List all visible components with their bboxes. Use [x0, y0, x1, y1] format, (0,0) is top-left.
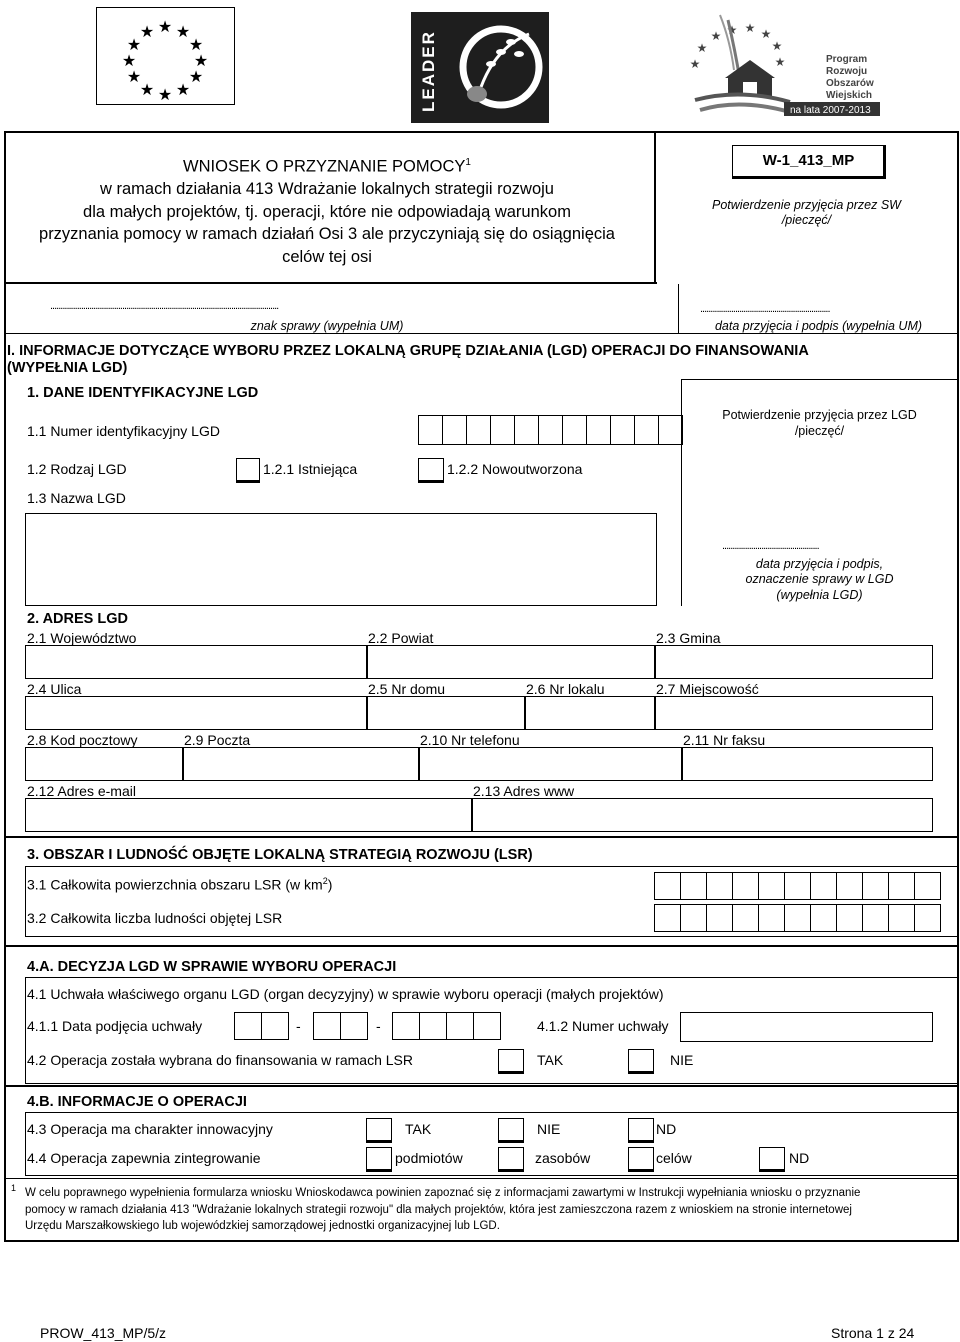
section4b-title: 4.B. INFORMACJE O OPERACJI — [27, 1094, 247, 1110]
lgd-name-input[interactable] — [25, 513, 657, 606]
selected-no-label: NIE — [670, 1052, 694, 1068]
selected-label: 4.2 Operacja została wybrana do finansowania w ramach LSR — [27, 1052, 413, 1068]
postcode-input[interactable] — [25, 747, 184, 781]
footnote-line-1: W celu poprawnego wypełnienia formularza wniosku Wnioskodawca powinien zapoznać się z informacjami zawartymi w Instrukcji wypełniania wniosku o przyznanie — [25, 1187, 861, 1199]
svg-text:★: ★ — [771, 39, 783, 53]
svg-text:★: ★ — [126, 35, 142, 54]
lgd-stamp-label: /pieczęć/ — [794, 424, 845, 438]
integration-entities-label: podmiotów — [395, 1150, 463, 1166]
title-line-5: celów tej osi — [282, 247, 372, 266]
street-input[interactable] — [25, 696, 368, 730]
lgd-date-line-3: (wypełnia LGD) — [776, 588, 863, 602]
lgd-new-label: 1.2.2 Nowoutworzona — [447, 461, 583, 477]
lgd-type-label: 1.2 Rodzaj LGD — [27, 461, 127, 477]
lgd-existing-checkbox[interactable] — [236, 458, 260, 483]
post-office-input[interactable] — [182, 747, 420, 781]
integration-resources-checkbox[interactable] — [498, 1147, 524, 1172]
svg-text:★: ★ — [188, 67, 204, 86]
county-label: 2.2 Powiat — [368, 630, 434, 646]
section4b-top-line — [4, 1085, 959, 1087]
integration-nd-checkbox[interactable] — [759, 1147, 785, 1172]
lgd-ident-heading: 1. DANE IDENTYFIKACYJNE LGD — [27, 385, 259, 401]
svg-text:★: ★ — [726, 23, 738, 37]
section4a-top-line — [4, 945, 959, 947]
svg-text:★: ★ — [175, 80, 191, 99]
date-sign-label: data przyjęcia i podpis (wypełnia UM) — [714, 319, 923, 333]
voivodeship-input[interactable] — [25, 645, 368, 679]
house-no-input[interactable] — [366, 696, 526, 730]
footer-form-id: PROW_413_MP/5/z — [40, 1325, 167, 1341]
lgd-new-checkbox[interactable] — [418, 458, 444, 483]
lgd-id-label: 1.1 Numer identyfikacyjny LGD — [27, 423, 220, 439]
address-heading: 2. ADRES LGD — [27, 611, 128, 627]
section1-title-line-2: (WYPEŁNIA LGD) — [7, 360, 128, 376]
locality-label: 2.7 Miejscowość — [656, 681, 759, 697]
commune-label: 2.3 Gmina — [656, 630, 721, 646]
integration-resources-label: zasobów — [535, 1150, 591, 1166]
svg-text:★: ★ — [744, 21, 756, 35]
footnote-line-3: Urzędu Marszałkowskiego lub wojewódzkiej samorządowej jednostki organizacyjnej lub LGD. — [25, 1220, 500, 1232]
prow-text-rozwoju: Rozwoju — [826, 66, 868, 77]
title-line-1: WNIOSEK O PRZYZNANIE POMOCY — [183, 157, 466, 176]
prow-text-wiejskich: Wiejskich — [826, 90, 873, 101]
case-row-bottom — [4, 333, 959, 334]
voivodeship-label: 2.1 Województwo — [27, 630, 137, 646]
commune-input[interactable] — [654, 645, 933, 679]
header-bottom-line — [4, 282, 657, 284]
eu-stars — [122, 17, 208, 104]
post-office-label: 2.9 Poczta — [184, 732, 251, 748]
footnote-line-2: pomocy w ramach działania 413 "Wdrażanie lokalnych strategii rozwoju" dla małych projektów, która jest zamieszczona razem z wnioskiem na stronie internetowej — [25, 1203, 852, 1216]
lgd-confirm-label: Potwierdzenie przyjęcia przez LGD — [722, 408, 917, 422]
lgd-name-label: 1.3 Nazwa LGD — [27, 490, 126, 506]
innovative-nd-label: ND — [656, 1121, 677, 1137]
area-input[interactable] — [654, 872, 941, 900]
title-line-3: dla małych projektów, tj. operacji, które nie odpowiadają warunkom — [83, 202, 571, 221]
frame-bottom — [4, 1240, 959, 1242]
svg-text:★: ★ — [710, 29, 722, 43]
resolution-number-label: 4.1.2 Numer uchwały — [537, 1018, 669, 1034]
selected-yes-label: TAK — [537, 1052, 564, 1068]
www-input[interactable] — [471, 798, 933, 832]
svg-text:★: ★ — [760, 27, 772, 41]
fax-label: 2.11 Nr faksu — [683, 732, 766, 748]
innovative-yes-label: TAK — [405, 1121, 432, 1137]
email-label: 2.12 Adres e-mail — [27, 783, 136, 799]
phone-input[interactable] — [418, 747, 683, 781]
frame-left — [4, 131, 6, 1241]
svg-text:★: ★ — [193, 51, 209, 70]
innovative-no-checkbox[interactable] — [498, 1118, 524, 1143]
svg-text:★: ★ — [121, 51, 137, 70]
fax-input[interactable] — [681, 747, 933, 781]
area-label-text: 3.1 Całkowita powierzchnia obszaru LSR (w km — [27, 876, 323, 893]
svg-text:★: ★ — [689, 57, 701, 71]
resolution-label: 4.1 Uchwała właściwego organu LGD (organ decyzyjny) w sprawie wyboru operacji (małych projektów) — [27, 986, 664, 1002]
resolution-date-day[interactable] — [234, 1012, 289, 1040]
innovative-no-label: NIE — [537, 1121, 561, 1137]
integration-label: 4.4 Operacja zapewnia zintegrowanie — [27, 1150, 261, 1166]
area-label — [27, 876, 332, 893]
svg-text:★: ★ — [188, 35, 204, 54]
form-code: W-1_413_MP — [762, 152, 855, 169]
flat-no-label: 2.6 Nr lokalu — [526, 681, 605, 697]
integration-nd-label: ND — [789, 1150, 810, 1166]
section3-top-line — [4, 836, 959, 838]
svg-text:★: ★ — [139, 22, 155, 41]
integration-goals-checkbox[interactable] — [628, 1147, 654, 1172]
svg-text:★: ★ — [157, 85, 173, 104]
case-number-dots: ............................................................................................................... — [50, 300, 279, 312]
street-label: 2.4 Ulica — [27, 681, 82, 697]
county-input[interactable] — [366, 645, 656, 679]
lgd-existing-label: 1.2.1 Istniejąca — [263, 461, 358, 477]
svg-text:★: ★ — [696, 41, 708, 55]
population-input[interactable] — [654, 904, 941, 932]
date-dash-1: - — [296, 1018, 301, 1034]
resolution-date-year[interactable] — [392, 1012, 501, 1040]
title-line-4: przyznania pomocy w ramach działań Osi 3 ale przyczyniają się do osiągnięcia — [39, 225, 615, 244]
page-title — [0, 152, 654, 268]
area-label-end: ) — [327, 876, 333, 893]
flat-no-input[interactable] — [524, 696, 656, 730]
prow-text-obszarow: Obszarów — [826, 78, 874, 89]
selected-no-checkbox[interactable] — [628, 1049, 654, 1074]
innovative-label: 4.3 Operacja ma charakter innowacyjny — [27, 1121, 273, 1137]
leader-text: LEADER — [419, 30, 438, 112]
prow-logo — [680, 10, 880, 122]
phone-label: 2.10 Nr telefonu — [420, 732, 520, 748]
footnote-text — [25, 1185, 955, 1235]
date-sign-dots: ............................................................... — [700, 303, 830, 315]
resolution-number-input[interactable] — [680, 1012, 933, 1042]
section3-title: 3. OBSZAR I LUDNOŚĆ OBJĘTE LOKALNĄ STRATEGIĄ ROZWOJU (LSR) — [27, 847, 533, 863]
innovative-nd-checkbox[interactable] — [628, 1118, 654, 1143]
section1-title-line-1: I. INFORMACJE DOTYCZĄCE WYBORU PRZEZ LOKALNĄ GRUPĘ DZIAŁANIA (LGD) OPERACJI DO FINANSOWANIA — [7, 343, 809, 359]
resolution-date-label: 4.1.1 Data podjęcia uchwały — [27, 1018, 203, 1034]
svg-text:★: ★ — [126, 67, 142, 86]
footer-page-number: Strona 1 z 24 — [831, 1325, 915, 1341]
case-row-divider — [678, 284, 679, 334]
prow-text-years: na lata 2007-2013 — [790, 105, 871, 116]
locality-input[interactable] — [654, 696, 933, 730]
lgd-date-dots: ............................................... — [722, 540, 819, 552]
frame-right — [957, 131, 959, 1241]
sw-stamp-label: /pieczęć/ — [781, 213, 832, 227]
title-footnote-ref: 1 — [465, 157, 471, 168]
footnote-number: 1 — [11, 1183, 17, 1193]
svg-text:★: ★ — [774, 55, 786, 69]
date-dash-2: - — [376, 1018, 381, 1034]
footnote-separator — [4, 1178, 959, 1179]
lgd-id-input[interactable] — [418, 415, 683, 445]
prow-text-program: Program — [826, 54, 868, 65]
lgd-date-line-1: data przyjęcia i podpis, — [755, 557, 884, 571]
svg-text:★: ★ — [157, 17, 173, 36]
case-number-label: znak sprawy (wypełnia UM) — [250, 319, 404, 333]
selected-yes-checkbox[interactable] — [498, 1049, 524, 1074]
population-label: 3.2 Całkowita liczba ludności objętej LSR — [27, 910, 283, 926]
title-line-2: w ramach działania 413 Wdrażanie lokalnych strategii rozwoju — [100, 180, 554, 199]
section4a-title: 4.A. DECYZJA LGD W SPRAWIE WYBORU OPERACJI — [27, 959, 397, 975]
www-label: 2.13 Adres www — [473, 783, 575, 799]
leader-logo — [411, 12, 549, 123]
area-label-sup: 2 — [322, 876, 328, 886]
email-input[interactable] — [25, 798, 473, 832]
integration-goals-label: celów — [656, 1150, 692, 1166]
frame-top — [4, 131, 959, 133]
house-no-label: 2.5 Nr domu — [368, 681, 446, 697]
section1-title — [7, 343, 809, 377]
sw-confirm-label: Potwierdzenie przyjęcia przez SW — [712, 198, 901, 212]
svg-text:★: ★ — [139, 80, 155, 99]
postcode-label: 2.8 Kod pocztowy — [27, 732, 138, 748]
resolution-date-month[interactable] — [313, 1012, 368, 1040]
innovative-yes-checkbox[interactable] — [366, 1118, 392, 1143]
eu-flag-logo — [96, 7, 235, 105]
lgd-date-line-2: oznaczenie sprawy w LGD — [745, 572, 894, 586]
integration-entities-checkbox[interactable] — [366, 1147, 392, 1172]
svg-text:★: ★ — [175, 22, 191, 41]
